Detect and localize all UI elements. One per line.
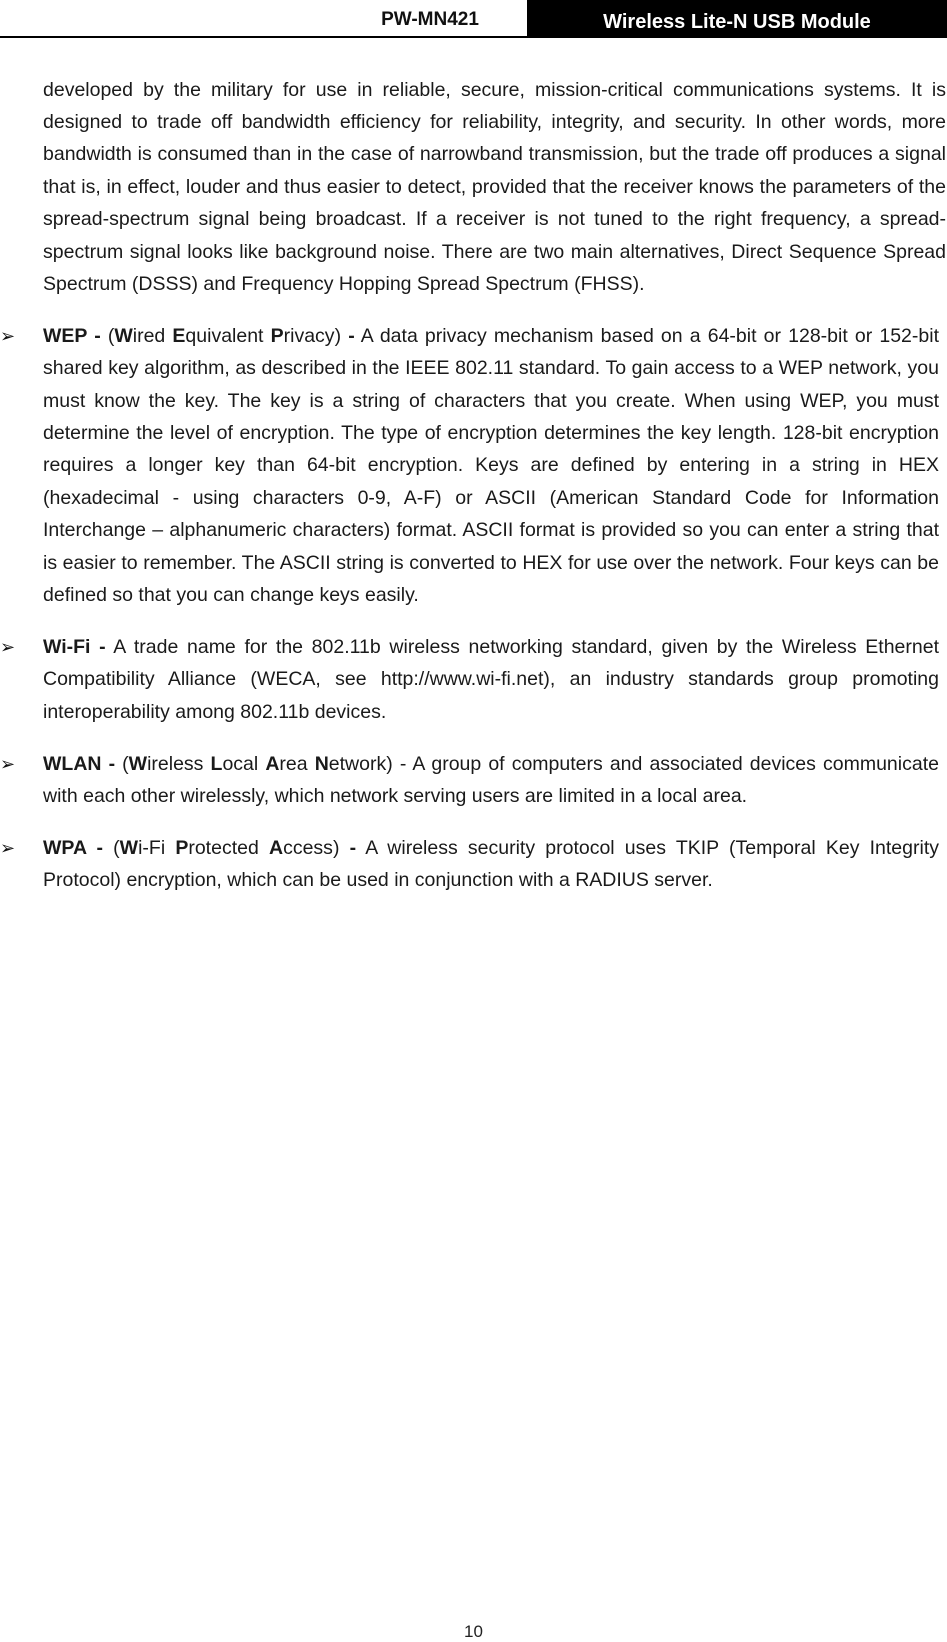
page-number: 10 [464, 1622, 483, 1641]
glossary-definition: A wireless security protocol uses TKIP (Temporal Key Integrity Protocol) encryption, which can be used in conjunction with a RADIUS server. [43, 837, 939, 892]
header-product-title: Wireless Lite-N USB Module [527, 0, 947, 38]
glossary-item-wlan: ➢ WLAN - (Wireless Local Area Network) - A group of computers and associated devices communicate with each other wirelessly, which network serving users are limited in a local area. [43, 748, 939, 813]
bullet-arrow-icon: ➢ [0, 838, 16, 859]
glossary-item-wifi [0, 631, 940, 728]
bullet-arrow-icon: ➢ [0, 753, 16, 774]
header-model: PW-MN421 [381, 9, 479, 30]
glossary-definition: A data privacy mechanism based on a 64-bit or 128-bit or 152-bit shared key algorithm, as described in the IEEE 802.11 standard. To gain access to a WEP network, you must know the key. The key is a string of characters that you create. When using WEP, you must determine the level of encryption. The type of encryption determines the key length. 128-bit encryption requires a longer key than 64-bit encryption. Keys are defined by entering in a string in HEX (hexadecimal - using characters 0-9, A-F) or ASCII (American Standard Code for Information Interchange – alphanumeric characters) format. ASCII format is provided so you can enter a string that is easier to remember. The ASCII string is converted to HEX for use over the network. Four keys can be defined so that you can change keys easily. [43, 324, 939, 607]
glossary-definition: A trade name for the 802.11b wireless networking standard, given by the Wireless Ethernet Compatibility Alliance (WECA, see http://www.wi-fi.net), an industry standards group promoting interoperability among 802.11b devices. [43, 636, 940, 723]
page-header [0, 0, 947, 38]
header-rule [0, 36, 527, 38]
glossary-term: WEP - [43, 324, 101, 347]
page-body [0, 54, 947, 907]
glossary-term: Wi-Fi - [43, 636, 106, 658]
glossary-term: WLAN - [43, 752, 116, 775]
intro-paragraph: developed by the military for use in reliable, secure, mission-critical communications systems. It is designed to trade off bandwidth efficiency for reliability, integrity, and security. In other words, more bandwidth is consumed than in the case of narrowband transmission, but the trade off produces a signal that is, in effect, louder and thus easier to detect, provided that the receiver knows the parameters of the spread-spectrum signal being broadcast. If a receiver is not tuned to the right frequency, a spread-spectrum signal looks like background noise. There are two main alternatives, Direct Sequence Spread Spectrum (DSSS) and Frequency Hopping Spread Spectrum (FHSS). [43, 78, 946, 295]
glossary-definition: - A group of computers and associated devices communicate with each other wirelessly, which network serving users are limited in a local area. [43, 752, 939, 808]
glossary-item-wep: ➢ WEP - (Wired Equivalent Privacy) - A data privacy mechanism based on a 64-bit or 128-bit or 152-bit shared key algorithm, as described in the IEEE 802.11 standard. To gain access to a WEP network, you must know the key. The key is a string of characters that you create. When using WEP, you must determine the level of encryption. The type of encryption determines the key length. 128-bit encryption requires a longer key than 64-bit encryption. Keys are defined by entering in a string in HEX (hexadecimal - using characters 0-9, A-F) or ASCII (American Standard Code for Information Interchange – alphanumeric characters) format. ASCII format is provided so you can enter a string that is easier to remember. The ASCII string is converted to HEX for use over the network. Four keys can be defined so that you can change keys easily. [43, 320, 939, 612]
bullet-arrow-icon: ➢ [0, 325, 16, 346]
glossary-item-wpa: ➢ WPA - (Wi-Fi Protected Access) - A wireless security protocol uses TKIP (Temporal Key Integrity Protocol) encryption, which can be used in conjunction with a RADIUS server. [43, 832, 939, 897]
glossary-term: WPA - [43, 837, 103, 860]
bullet-arrow-icon: ➢ [0, 637, 16, 657]
